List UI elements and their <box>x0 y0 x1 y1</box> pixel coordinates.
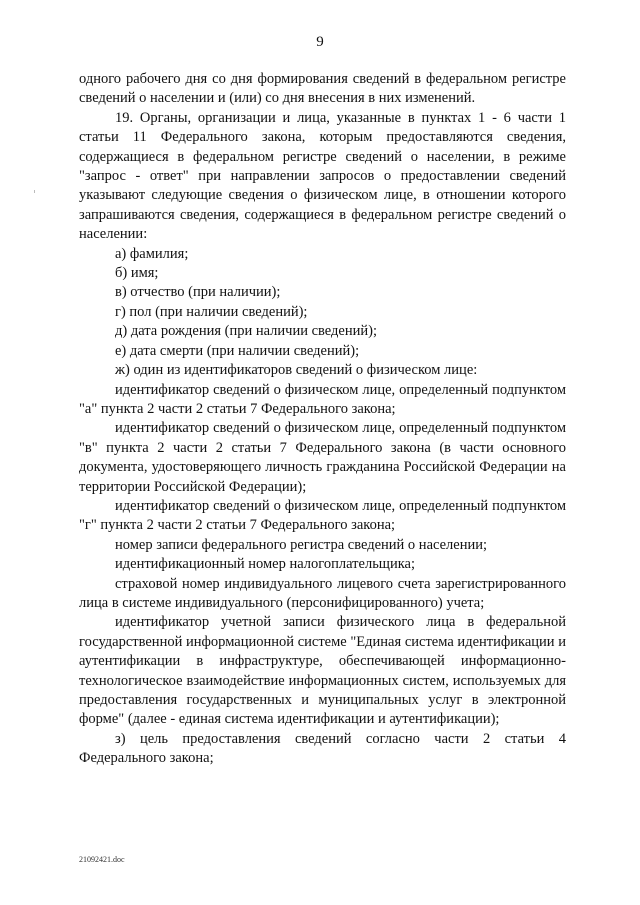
identifier-item: идентификатор сведений о физическом лице, определенный подпунктом "в" пункта 2 части 2 статьи 7 Федерального закона (в части основного документа, удостоверяющего личность гражданина Российской Федерации на территории Российской Федерации); <box>79 420 566 495</box>
list-item-z: з) цель предоставления сведений согласно части 2 статьи 4 Федерального закона; <box>79 730 566 767</box>
identifier-item: страховой номер индивидуального лицевого счета зарегистрированного лица в системе индивидуального (персонифицированного) учета; <box>79 575 566 611</box>
list-item-b: б) имя; <box>115 265 159 282</box>
identifier-item: идентификатор сведений о физическом лице, определенный подпунктом "г" пункта 2 части 2 статьи 7 Федерального закона; <box>79 497 566 534</box>
paragraph-19: 19. Органы, организации и лица, указанные в пунктах 1 - 6 части 1 статьи 11 Федерального закона, которым предоставляются сведения, содержащиеся в федеральном регистре сведений о населении, в режиме "запрос - ответ" при направлении запросов о предоставлении сведений указывают следующие сведения о физическом лице, в отношении которого запрашиваются сведения, содержащиеся в федеральном регистре сведений о населении: <box>79 109 566 243</box>
identifier-item: идентификатор учетной записи физического лица в федеральной государственной информационной системе "Единая система идентификации и аутентификации в инфраструктуре, обеспечивающей информационно-технологическое взаимодействие информационных систем, используемых для предоставления государственных и муниципальных услуг в электронной форме" (далее - единая система идентификации и аутентификации); <box>79 614 566 728</box>
list-item-v: в) отчество (при наличии); <box>115 284 281 301</box>
document-body <box>79 70 566 769</box>
identifier-item: идентификатор сведений о физическом лице, определенный подпунктом "а" пункта 2 части 2 статьи 7 Федерального закона; <box>79 381 566 417</box>
list-item-a: а) фамилия; <box>115 245 189 262</box>
margin-mark <box>34 190 35 193</box>
list-item-e: е) дата смерти (при наличии сведений); <box>115 342 360 359</box>
page-number: 9 <box>316 34 324 50</box>
list-item-d: д) дата рождения (при наличии сведений); <box>115 323 377 340</box>
paragraph-continuation: одного рабочего дня со дня формирования сведений в федеральном регистре сведений о населении и (или) со дня внесения в них изменений. <box>79 71 566 107</box>
list-item-zh: ж) один из идентификаторов сведений о физическом лице: <box>115 362 478 379</box>
list-item-g: г) пол (при наличии сведений); <box>115 303 308 320</box>
identifier-item: номер записи федерального регистра сведений о населении; <box>115 536 488 553</box>
file-name-footer: 21092421.doc <box>79 855 125 864</box>
identifier-item: идентификационный номер налогоплательщика; <box>115 556 416 573</box>
